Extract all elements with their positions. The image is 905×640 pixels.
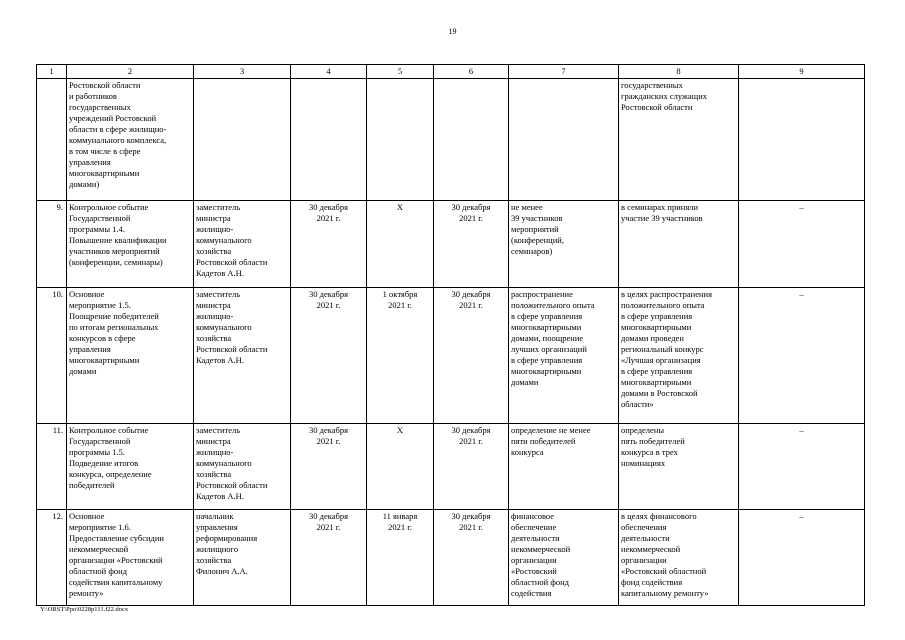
start-date-cell bbox=[367, 79, 434, 201]
table-row bbox=[37, 424, 865, 510]
row-number-cell: 10. bbox=[37, 288, 67, 424]
footer-file-path: Y:\ORST\Ppo\0228p111.f22.docx bbox=[40, 606, 129, 613]
column-header: 2 bbox=[67, 65, 194, 79]
table-row bbox=[37, 201, 865, 288]
notes-cell: – bbox=[739, 510, 865, 606]
start-date-cell: 1 октября 2021 г. bbox=[367, 288, 434, 424]
column-header: 8 bbox=[619, 65, 739, 79]
activity-name-cell: Контрольное событие Государственной программы 1.4. Повышение квалификации участников мероприятий (конференции, семинары) bbox=[67, 201, 194, 288]
end-date-cell: 30 декабря 2021 г. bbox=[434, 510, 509, 606]
responsible-cell: заместитель министра жилищно- коммунального хозяйства Ростовской области Кадетов А.Н. bbox=[194, 288, 291, 424]
actual-result-cell: в семинарах приняли участие 39 участников bbox=[619, 201, 739, 288]
end-date-cell bbox=[434, 79, 509, 201]
planned-date-cell: 30 декабря 2021 г. bbox=[291, 510, 367, 606]
planned-result-cell: финансовое обеспечение деятельности некоммерческой организации «Ростовский областной фонд содействия bbox=[509, 510, 619, 606]
planned-date-cell: 30 декабря 2021 г. bbox=[291, 288, 367, 424]
table-row bbox=[37, 510, 865, 606]
responsible-cell: заместитель министра жилищно- коммунального хозяйства Ростовской области Кадетов А.Н. bbox=[194, 201, 291, 288]
actual-result-cell: в целях финансового обеспечения деятельности некоммерческой организации «Ростовский областной фонд содействия капитальному ремонту» bbox=[619, 510, 739, 606]
column-header: 7 bbox=[509, 65, 619, 79]
report-table bbox=[36, 64, 865, 606]
activity-name-cell: Контрольное событие Государственной программы 1.5. Подведение итогов конкурса, определение победителей bbox=[67, 424, 194, 510]
notes-cell bbox=[739, 79, 865, 201]
table-header-row bbox=[37, 65, 865, 79]
column-header: 3 bbox=[194, 65, 291, 79]
actual-result-cell: государственных гражданских служащих Ростовской области bbox=[619, 79, 739, 201]
start-date-cell: Х bbox=[367, 201, 434, 288]
row-number-cell: 12. bbox=[37, 510, 67, 606]
table-row bbox=[37, 288, 865, 424]
actual-result-cell: определены пять победителей конкурса в трех номинациях bbox=[619, 424, 739, 510]
column-header: 4 bbox=[291, 65, 367, 79]
notes-cell: – bbox=[739, 288, 865, 424]
table-row bbox=[37, 79, 865, 201]
activity-name-cell: Основное мероприятие 1.5. Поощрение победителей по итогам региональных конкурсов в сфере управления многоквартирными домами bbox=[67, 288, 194, 424]
notes-cell: – bbox=[739, 424, 865, 510]
activity-name-cell: Основное мероприятие 1.6. Предоставление субсидии некоммерческой организации «Ростовский областной фонд содействия капитальному ремонту» bbox=[67, 510, 194, 606]
responsible-cell: начальник управления реформирования жилищного хозяйства Филонич А.А. bbox=[194, 510, 291, 606]
column-header: 6 bbox=[434, 65, 509, 79]
planned-result-cell bbox=[509, 79, 619, 201]
start-date-cell: Х bbox=[367, 424, 434, 510]
planned-result-cell: определение не менее пяти победителей конкурса bbox=[509, 424, 619, 510]
planned-result-cell: не менее 39 участников мероприятий (конференций, семинаров) bbox=[509, 201, 619, 288]
responsible-cell bbox=[194, 79, 291, 201]
notes-cell: – bbox=[739, 201, 865, 288]
row-number-cell: 9. bbox=[37, 201, 67, 288]
responsible-cell: заместитель министра жилищно- коммунального хозяйства Ростовской области Кадетов А.Н. bbox=[194, 424, 291, 510]
planned-result-cell: распространение положительного опыта в сфере управления многоквартирными домами, поощрение лучших организаций в сфере управления многоквартирными домами bbox=[509, 288, 619, 424]
planned-date-cell: 30 декабря 2021 г. bbox=[291, 424, 367, 510]
page-number: 19 bbox=[448, 27, 457, 36]
column-header: 5 bbox=[367, 65, 434, 79]
planned-date-cell bbox=[291, 79, 367, 201]
end-date-cell: 30 декабря 2021 г. bbox=[434, 288, 509, 424]
actual-result-cell: в целях распространения положительного опыта в сфере управления многоквартирными домами проведен региональный конкурс «Лучшая организация в сфере управления многоквартирными домами в Ростовской области» bbox=[619, 288, 739, 424]
row-number-cell: 11. bbox=[37, 424, 67, 510]
planned-date-cell: 30 декабря 2021 г. bbox=[291, 201, 367, 288]
start-date-cell: 11 января 2021 г. bbox=[367, 510, 434, 606]
end-date-cell: 30 декабря 2021 г. bbox=[434, 424, 509, 510]
end-date-cell: 30 декабря 2021 г. bbox=[434, 201, 509, 288]
row-number-cell bbox=[37, 79, 67, 201]
column-header: 1 bbox=[37, 65, 67, 79]
column-header: 9 bbox=[739, 65, 865, 79]
activity-name-cell: Ростовской области и работников государственных учреждений Ростовской области в сфере жилищно- коммунального комплекса, в том числе в сфере управления многоквартирными домами) bbox=[67, 79, 194, 201]
